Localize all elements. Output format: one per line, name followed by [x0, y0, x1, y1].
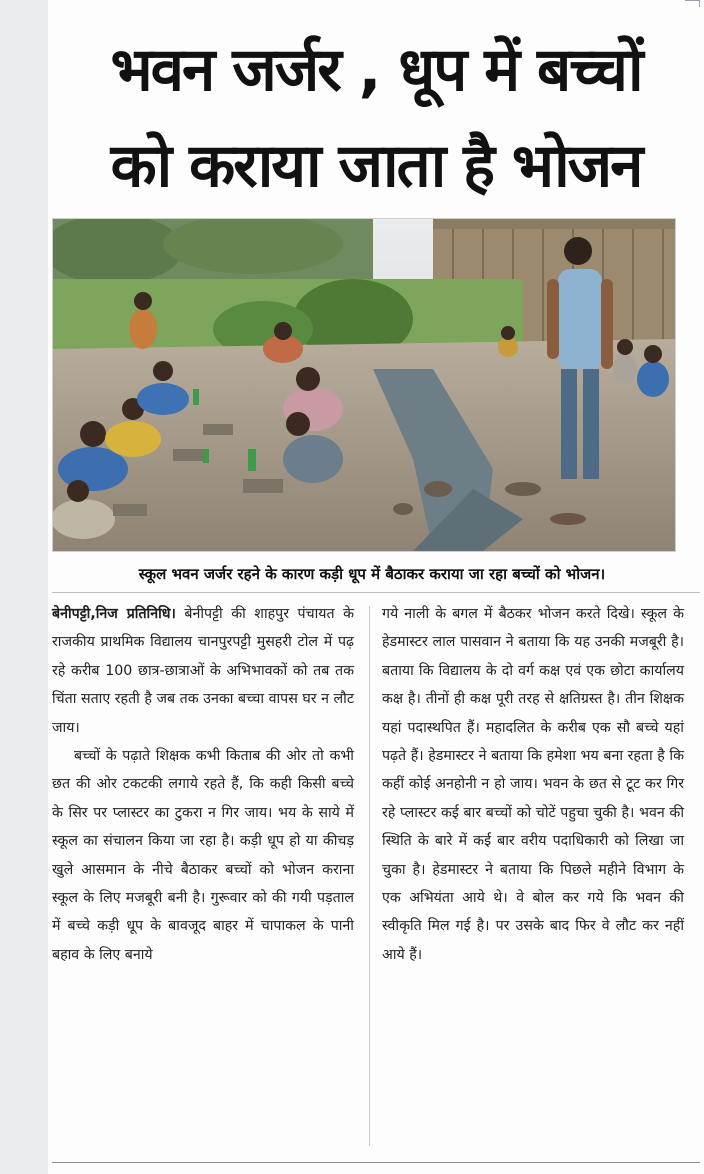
headline-line-2: को कराया जाता है भोजन	[110, 131, 642, 201]
caption-divider	[52, 592, 700, 593]
news-photo	[52, 218, 676, 552]
viewer-left-margin	[0, 0, 48, 1174]
article-column-left	[52, 600, 354, 969]
paragraph-1-text: बेनीपट्टी की शाहपुर पंचायत के राजकीय प्राथमिक विद्यालय चानपुरपट्टी मुसहरी टोल में पढ़ रहे करीब 100 छात्र-छात्राओं के अभिभावकों को तब तक चिंता सताए रहती है जब तक उनका बच्चा वापस घर न लौट जाय।	[52, 606, 354, 736]
column-divider	[369, 606, 370, 1146]
article-paragraph-3: गये नाली के बगल में बैठकर भोजन करते दिखे। स्कूल के हेडमास्टर लाल पासवान ने बताया कि यह उनकी मजबूरी है। बताया कि विद्यालय के दो वर्ग कक्ष एवं एक छोटा कार्यालय कक्ष है। तीनों ही कक्ष पूरी तरह से क्षतिग्रस्त है। तीन शिक्षक यहां पदास्थपित हैं। महादलित के करीब एक सौ बच्चे यहां पढ़ते हैं। हेडमास्टर ने बताया कि हमेशा भय बना रहता है कि कहीं कोई अनहोनी न हो जाय। भवन के छत से टूट कर गिर रहे प्लास्टर कई बार बच्चों को चोटें पहुचा चुकी है। भवन की स्थिति के बारे में कई बार वरीय पदाधिकारी को लिखा जा चुका है। हेडमास्टर ने बताया कि पिछले महीने विभाग के एक अभियंता आये थे। वे बोल कर गये कि भवन की स्वीकृति मिल गई है। पर उसके बाद फिर वे लौट कर नहीं आये हैं।	[382, 606, 684, 963]
dateline: बेनीपट्टी,निज प्रतिनिधि।	[52, 606, 176, 622]
corner-crop-mark	[685, 0, 700, 7]
newspaper-clipping	[48, 0, 704, 1174]
article-paragraph-2: बच्चों के पढ़ाते शिक्षक कभी किताब की ओर तो कभी छत की ओर टकटकी लगाये रहते हैं, कि कही किसी बच्चे के सिर पर प्लास्टर का टुकरा न गिर जाय। भय के साये में स्कूल का संचालन किया जा रहा है। कड़ी धूप हो या कीचड़ खुले आसमान के नीचे बैठाकर बच्चों को भोजन कराना स्कूल के लिए मजबूरी बनी है। गुरूवार को की गयी पड़ताल में बच्चे कड़ी धूप के बावजूद बाहर में चापाकल के पानी बहाव के लिए बनाये	[52, 748, 354, 963]
photo-caption: स्कूल भवन जर्जर रहने के कारण कड़ी धूप में बैठाकर कराया जा रहा बच्चों को भोजन।	[138, 565, 606, 583]
photo-children-eating-icon	[53, 219, 675, 551]
headline	[52, 22, 700, 214]
bottom-rule	[52, 1162, 700, 1163]
headline-line-1: भवन जर्जर , धूप में बच्चों	[110, 35, 642, 105]
article-paragraph-1	[52, 600, 354, 742]
article-column-right	[382, 600, 684, 969]
